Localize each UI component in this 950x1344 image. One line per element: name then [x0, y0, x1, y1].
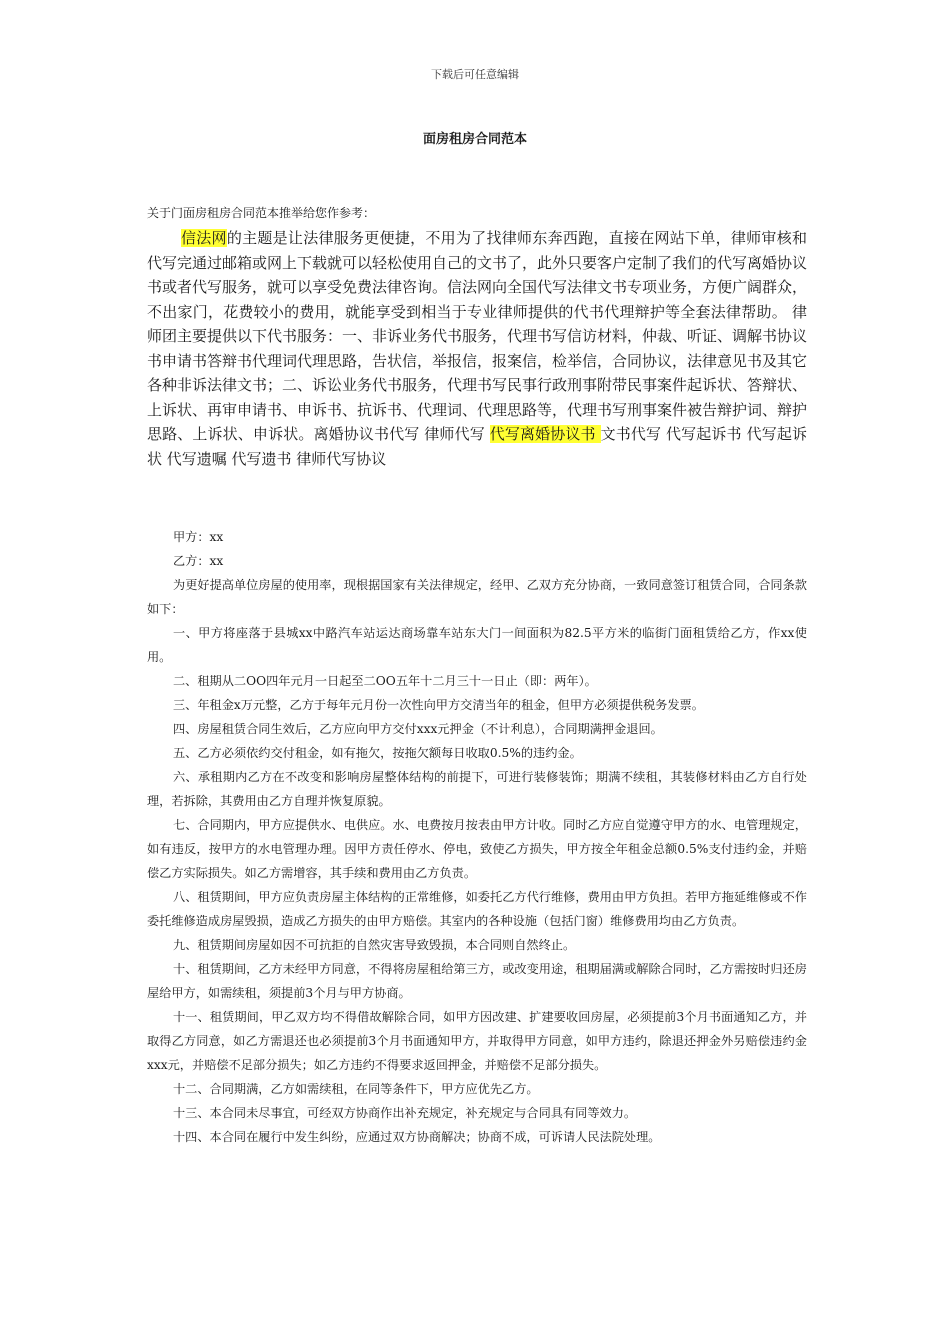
clause-7: 七、合同期内，甲方应提供水、电供应。水、电费按月按表由甲方计收。同时乙方应自觉遵守甲方的水、电管理规定，如有违反，按甲方的水电管理办理。因甲方责任停水、停电，致使乙方损失，甲方按全年租金总额0.5%支付违约金，并赔偿乙方实际损失。如乙方需增容，其手续和费用由乙方负责。: [147, 818, 807, 880]
party-a: 甲方：xx: [173, 530, 224, 544]
divorce-agreement-link[interactable]: 代写离婚协议书: [489, 425, 601, 443]
clause-11: 十一、租赁期间，甲乙双方均不得借故解除合同，如甲方因改建、扩建要收回房屋，必须提前3个月书面通知乙方，并取得乙方同意，如乙方需退还也必须提前3个月书面通知甲方，并取得甲方同意，如甲方违约，除退还押金外另赔偿违约金xxx元，并赔偿不足部分损失；如乙方违约不得要求返回押金，并赔偿不足部分损失。: [147, 1010, 807, 1072]
promo-text-1: 的主题是让法律服务更便捷，不用为了找律师东奔西跑，直接在网站下单，律师审核和代写完通过邮箱或网上下载就可以轻松使用自己的文书了，此外只要客户定制了我们的代写离婚协议书或者代写服务，就可以享受免费法律咨询。信法网向全国代写法律文书专项业务，方便广阔群众，不出家门，花费较小的费用，就能享受到相当于专业律师提供的代书代理辩护等全套法律帮助。 律师团主要提供以下代书服务：一、非诉业务代书服务，代理书写信访材料，仲裁、听证、调解书协议书申请书答辩书代理词代理思路，告状信，举报信，报案信，检举信，合同协议，法律意见书及其它各种非诉法律文书；二、诉讼业务代书服务，代理书写民事行政刑事附带民事案件起诉状、答辩状、上诉状、再审申请书、申诉书、抗诉书、代理词、代理思路等，代理书写刑事案件被告辩护词、辩护思路、上诉状、申诉状。离婚协议书代写 律师代写: [147, 229, 808, 443]
intro-line: 关于门面房租房合同范本推举给您作参考：: [147, 206, 376, 220]
clause-8: 八、租赁期间，甲方应负责房屋主体结构的正常维修，如委托乙方代行维修，费用由甲方负担。若甲方拖延维修或不作委托维修造成房屋毁损，造成乙方损失的由甲方赔偿。其室内的各种设施（包括门窗）维修费用均由乙方负责。: [147, 890, 807, 928]
contract-body: [147, 525, 807, 1149]
clause-13: 十三、本合同未尽事宜，可经双方协商作出补充规定，补充规定与合同具有同等效力。: [173, 1106, 637, 1120]
clause-4: 四、房屋租赁合同生效后，乙方应向甲方交付xxx元押金（不计利息），合同期满押金退回。: [173, 722, 663, 736]
promo-paragraph: [147, 226, 807, 471]
clause-10: 十、租赁期间，乙方未经甲方同意，不得将房屋租给第三方，或改变用途，租期届满或解除合同时，乙方需按时归还房屋给甲方，如需续租，须提前3个月与甲方协商。: [147, 962, 807, 1000]
clause-12: 十二、合同期满，乙方如需续租，在同等条件下，甲方应优先乙方。: [173, 1082, 539, 1096]
promo-text-2: 文书代写 代写起诉书 代写起诉状 代写遗嘱 代写遗书 律师代写协议: [147, 425, 807, 468]
clause-6: 六、承租期内乙方在不改变和影响房屋整体结构的前提下，可进行装修装饰；期满不续租，其装修材料由乙方自行处理，若拆除，其费用由乙方自理并恢复原貌。: [147, 770, 807, 808]
clause-9: 九、租赁期间房屋如因不可抗拒的自然灾害导致毁损，本合同则自然终止。: [173, 938, 576, 952]
contract-preamble: 为更好提高单位房屋的使用率，现根据国家有关法律规定，经甲、乙双方充分协商，一致同意签订租赁合同，合同条款如下：: [147, 578, 807, 616]
clause-1: 一、甲方将座落于县城xx中路汽车站运达商场靠车站东大门一间面积为82.5平方米的临街门面租赁给乙方，作xx使用。: [147, 626, 807, 664]
header-note: 下载后可任意编辑: [431, 68, 519, 81]
clause-3: 三、年租金x万元整，乙方于每年元月份一次性向甲方交清当年的租金，但甲方必须提供税务发票。: [173, 698, 704, 712]
party-b: 乙方：xx: [173, 554, 224, 568]
site-link[interactable]: 信法网: [181, 229, 227, 247]
clause-5: 五、乙方必须依约交付租金，如有拖欠，按拖欠额每日收取0.5%的违约金。: [173, 746, 582, 760]
clause-14: 十四、本合同在履行中发生纠纷，应通过双方协商解决；协商不成，可诉请人民法院处理。: [173, 1130, 661, 1144]
page-title: 面房租房合同范本: [422, 132, 527, 147]
clause-2: 二、租期从二OO四年元月一日起至二OO五年十二月三十一日止（即：两年）。: [173, 674, 597, 688]
